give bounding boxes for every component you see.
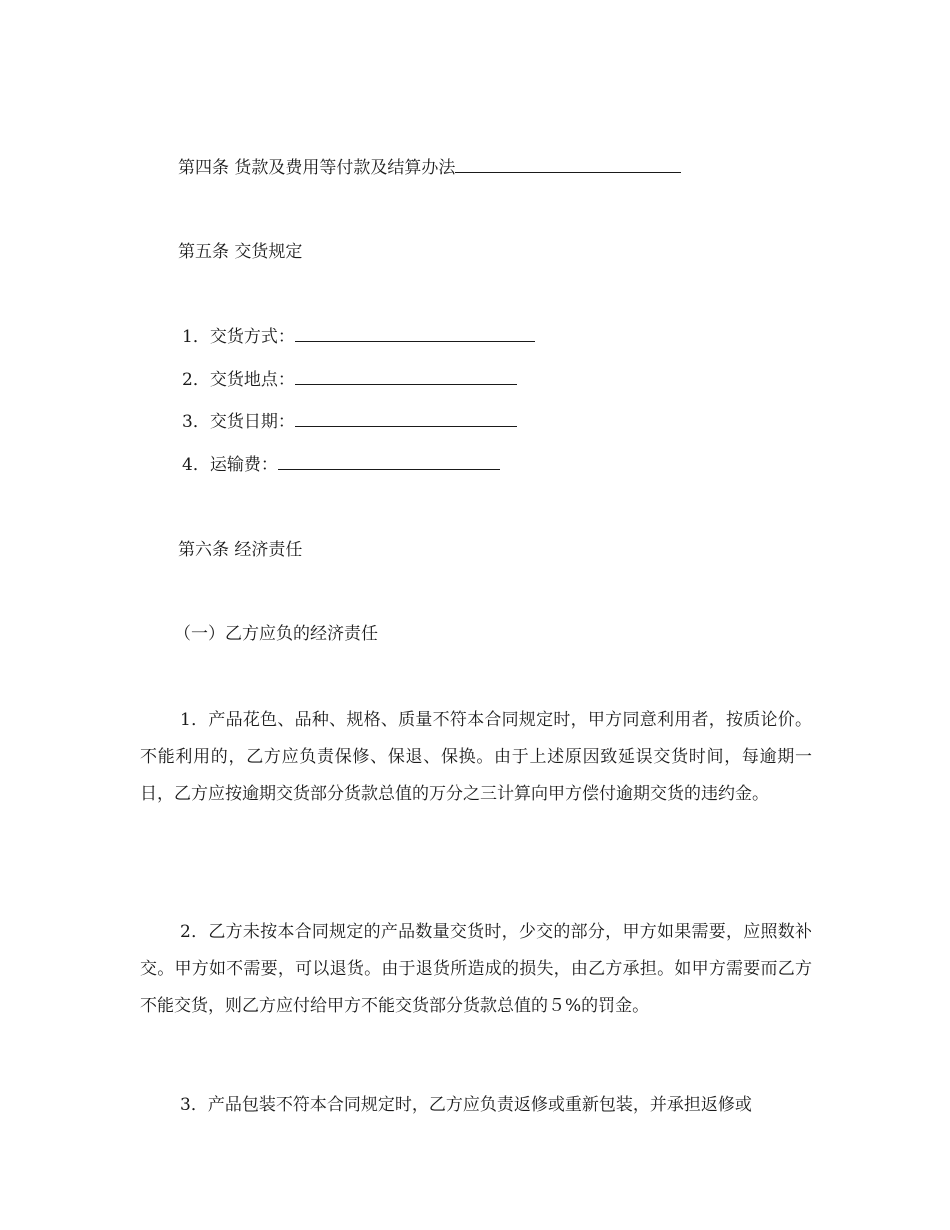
article-6-heading: 第六条 经济责任 xyxy=(178,540,303,560)
transport-fee-row xyxy=(182,454,500,476)
payment-method-blank xyxy=(455,158,681,173)
article-5-heading: 第五条 交货规定 xyxy=(178,242,303,262)
article-6-subheading: （一）乙方应负的经济责任 xyxy=(174,624,378,644)
delivery-date-row xyxy=(182,411,517,433)
delivery-method-label: 1．交货方式： xyxy=(182,327,295,347)
clause-3: 3．产品包装不符本合同规定时，乙方应负责返修或重新包装，并承担返修或 xyxy=(180,1095,752,1115)
delivery-method-blank xyxy=(295,327,535,342)
delivery-date-blank xyxy=(295,412,517,427)
article-4-heading xyxy=(178,157,681,179)
delivery-location-row xyxy=(182,369,517,391)
delivery-location-label: 2．交货地点： xyxy=(182,370,295,390)
delivery-method-row xyxy=(182,326,535,348)
transport-fee-label: 4．运输费： xyxy=(182,455,278,475)
delivery-location-blank xyxy=(295,370,517,385)
clause-2: 2．乙方未按本合同规定的产品数量交货时，少交的部分，甲方如果需要，应照数补交。甲方如不需要，可以退货。由于退货所造成的损失，由乙方承担。如甲方需要而乙方不能交货，则乙方应付给甲方不能交货部分货款总值的５%的罚金。 xyxy=(140,922,812,1016)
delivery-date-label: 3．交货日期： xyxy=(182,412,295,432)
article-4-text: 第四条 货款及费用等付款及结算办法 xyxy=(178,158,456,178)
clause-1: 1．产品花色、品种、规格、质量不符本合同规定时，甲方同意利用者，按质论价。不能利用的，乙方应负责保修、保退、保换。由于上述原因致延误交货时间，每逾期一日，乙方应按逾期交货部分货款总值的万分之三计算向甲方偿付逾期交货的违约金。 xyxy=(140,710,812,804)
transport-fee-blank xyxy=(278,455,500,470)
